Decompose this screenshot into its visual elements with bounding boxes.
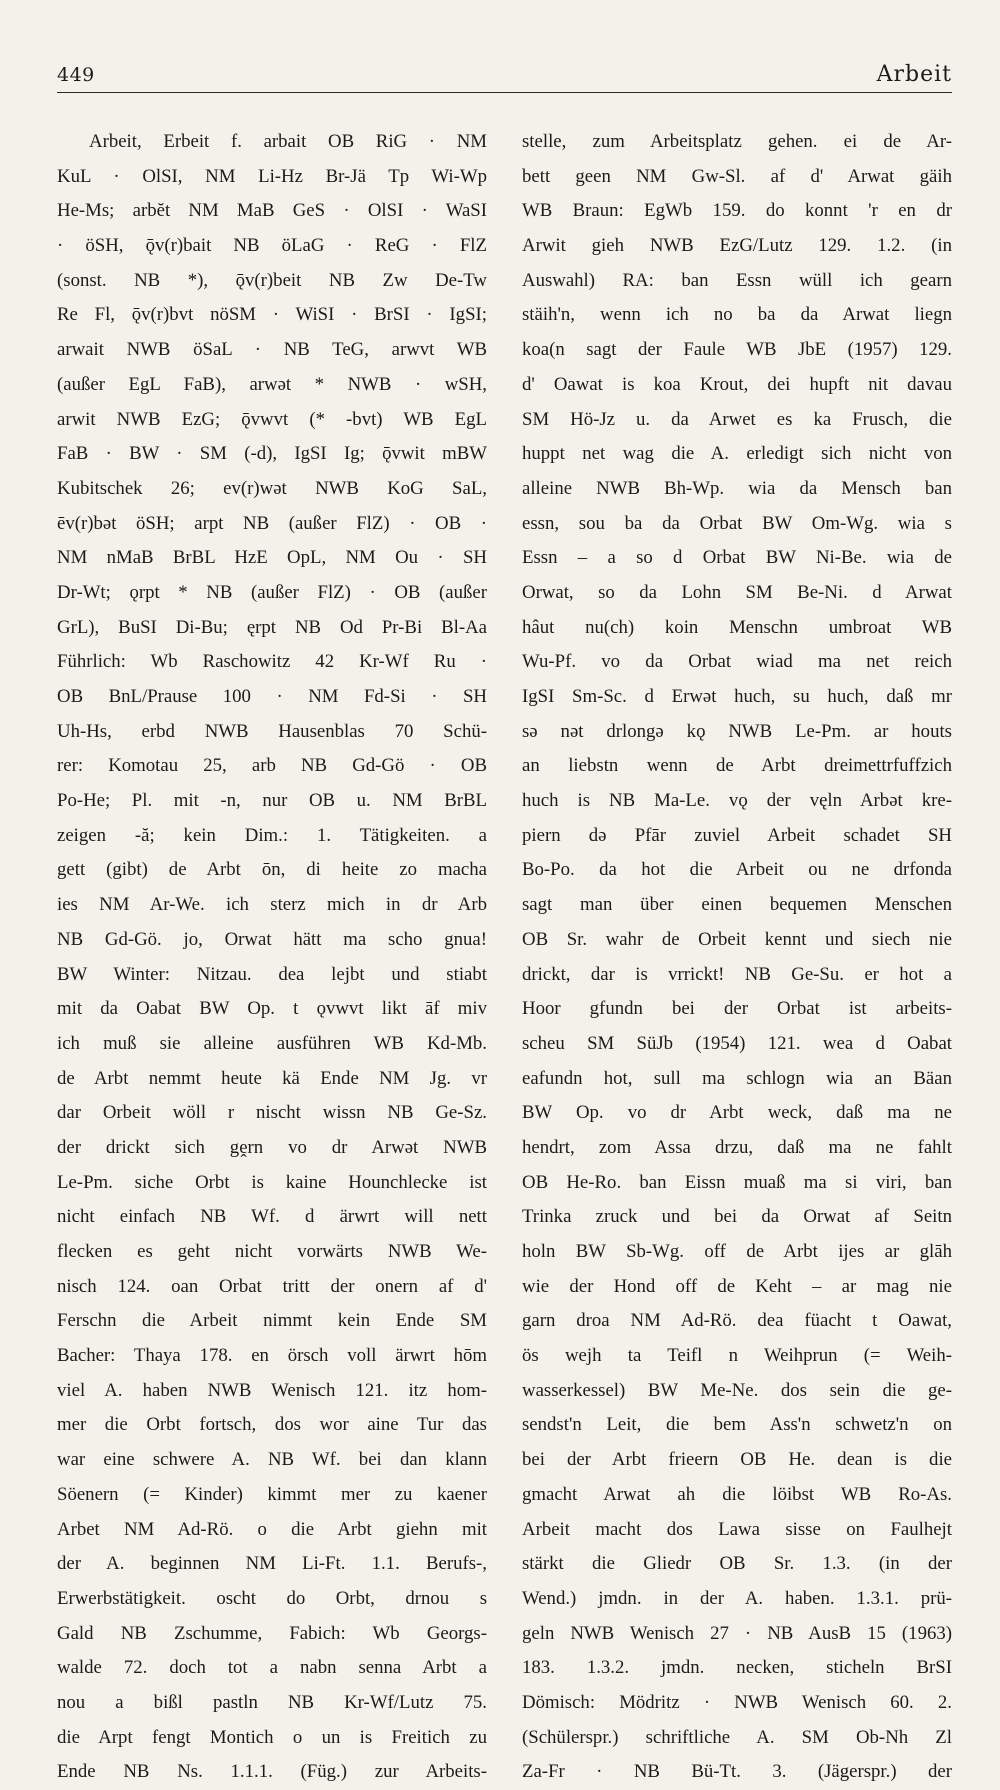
left-column-line: Arbeit, Erbeit f. arbait OB RiG · NM [89,131,487,152]
left-column-line: war eine schwere A. NB Wf. bei dan klann [57,1449,487,1471]
right-column-line: alleine NWB Bh-Wp. wia da Mensch ban [522,477,952,499]
left-column-line: Kubitschek 26; ev(r)wət NWB KoG SaL, [57,477,487,499]
right-column-line: piern də Pfār zuviel Arbeit schadet SH [522,824,952,846]
left-column-line: Bacher: Thaya 178. en örsch voll ärwrt hōm [57,1345,487,1367]
right-column-line: d' Oawat is koa Krout, dei hupft nit davau [522,373,952,395]
left-column-line: ēv(r)bət öSH; arpt NB (außer FlZ) · OB · [57,512,487,534]
left-column-line: Dr-Wt; ǫrpt * NB (außer FlZ) · OB (außer [57,581,487,603]
left-column-line: mit da Oabat BW Op. t ǫvwvt likt āf miv [57,998,487,1020]
left-column-line: KuL · OlSI, NM Li-Hz Br-Jä Tp Wi-Wp [57,165,487,187]
right-column-line: Bo-Po. da hot die Arbeit ou ne drfonda [522,859,952,881]
left-column-line: viel A. haben NWB Wenisch 121. itz hom- [57,1379,487,1401]
right-column-line: OB He-Ro. ban Eissn muaß ma si viri, ban [522,1171,952,1193]
right-column-line: OB Sr. wahr de Orbeit kennt und siech nie [522,928,952,950]
right-column-line: garn droa NM Ad-Rö. dea füacht t Oawat, [522,1310,952,1332]
running-header [57,60,952,93]
left-column-line: Söenern (= Kinder) kimmt mer zu kaener [57,1483,487,1505]
left-column-line: arwait NWB öSaL · NB TeG, arwvt WB [57,339,487,361]
right-column-line: Za-Fr · NB Bü-Tt. 3. (Jägerspr.) der [522,1761,952,1783]
left-column-line: mer die Orbt fortsch, dos wor aine Tur das [57,1414,487,1436]
left-column-line: (sonst. NB *), ǭv(r)beit NB Zw De-Tw [57,269,487,291]
left-column-line: Erwerbstätigkeit. oscht do Orbt, drnou s [57,1587,487,1609]
page-number: 449 [57,64,95,86]
right-column-line: sagt man über einen bequemen Menschen [522,894,952,916]
right-column-line: Hoor gfundn bei der Orbat ist arbeits- [522,998,952,1020]
right-column-line: stäih'n, wenn ich no ba da Arwat liegn [522,304,952,326]
left-text-column [57,125,487,1783]
left-column-line: nicht einfach NB Wf. d ärwrt will nett [57,1206,487,1228]
right-column-line: sendst'n Leit, die bem Ass'n schwetz'n on [522,1414,952,1436]
right-column-line: wie der Hond off de Keht – ar mag nie [522,1275,952,1297]
left-column-line: Ende NB Ns. 1.1.1. (Füg.) zur Arbeits- [57,1761,487,1783]
left-column-line: ich muß sie alleine ausführen WB Kd-Mb. [57,1032,487,1054]
right-column-line: stärkt die Gliedr OB Sr. 1.3. (in der [522,1553,952,1575]
left-column-line: NB Gd-Gö. jo, Orwat hätt ma scho gnua! [57,928,487,950]
right-column-line: hâut nu(ch) koin Menschn umbroat WB [522,616,952,638]
running-headword: Arbeit [876,62,952,87]
right-column-line: stelle, zum Arbeitsplatz gehen. ei de Ar- [522,131,952,152]
right-column-line: BW Op. vo dr Arbt weck, daß ma ne [522,1102,952,1124]
right-column-line: Orwat, so da Lohn SM Be-Ni. d Arwat [522,581,952,603]
left-column-line: Führlich: Wb Raschowitz 42 Kr-Wf Ru · [57,651,487,673]
left-column-line: ies NM Ar-We. ich sterz mich in dr Arb [57,894,487,916]
right-column-line: (Schülerspr.) schriftliche A. SM Ob-Nh Zl [522,1726,952,1748]
left-column-line: Le-Pm. siche Orbt is kaine Hounchlecke ist [57,1171,487,1193]
right-column-line: Arwit gieh NWB EzG/Lutz 129. 1.2. (in [522,235,952,257]
left-column-line: FaB · BW · SM (-d), IgSI Ig; ǭvwit mBW [57,443,487,465]
right-column-line: IgSI Sm-Sc. d Erwət huch, su huch, daß mr [522,686,952,707]
right-column-line: 183. 1.3.2. jmdn. necken, sticheln BrSI [522,1657,952,1679]
right-column-line: bett geen NM Gw-Sl. af d' Arwat gäih [522,165,952,187]
left-column-line: GrL), BuSI Di-Bu; ęrpt NB Od Pr-Bi Bl-Aa [57,616,487,638]
left-column-line: arwit NWB EzG; ǭvwvt (* -bvt) WB EgL [57,408,487,430]
right-column-line: Auswahl) RA: ban Essn wüll ich gearn [522,269,952,291]
left-column-line: gett (gibt) de Arbt ōn, di heite zo macha [57,859,487,881]
left-column-line: (außer EgL FaB), arwət * NWB · wSH, [57,373,487,395]
right-column-line: gmacht Arwat ah die löibst WB Ro-As. [522,1483,952,1505]
right-column-line: WB Braun: EgWb 159. do konnt 'r en dr [522,200,952,222]
left-column-line: rer: Komotau 25, arb NB Gd-Gö · OB [57,755,487,777]
right-column-line: koa(n sagt der Faule WB JbE (1957) 129. [522,339,952,361]
right-column-line: sə nət drlongə kǫ NWB Le-Pm. ar houts [522,720,952,742]
left-column-line: nou a bißl pastln NB Kr-Wf/Lutz 75. [57,1691,487,1713]
right-column-line: huch is NB Ma-Le. vǫ der vęln Arbət kre- [522,790,952,812]
left-column-line: der drickt sich gḙrn vo dr Arwət NWB [57,1136,487,1158]
left-column-line: He-Ms; arbĕt NM MaB GeS · OlSI · WaSI [57,200,487,222]
right-column-line: Trinka zruck und bei da Orwat af Seitn [522,1206,952,1228]
right-column-line: hendrt, zom Assa drzu, daß ma ne fahlt [522,1136,952,1158]
left-column-line: walde 72. doch tot a nabn senna Arbt a [57,1657,487,1679]
right-column-line: geln NWB Wenisch 27 · NB AusB 15 (1963) [522,1622,952,1644]
right-column-line: huppt net wag die A. erledigt sich nicht von [522,443,952,465]
right-column-line: eafundn hot, sull ma schlogn wia an Bäan [522,1067,952,1089]
left-column-line: dar Orbeit wöll r nischt wissn NB Ge-Sz. [57,1102,487,1124]
right-column-line: wasserkessel) BW Me-Ne. dos sein die ge- [522,1379,952,1401]
left-column-line: flecken es geht nicht vorwärts NWB We- [57,1241,487,1262]
right-column-line: Wend.) jmdn. in der A. haben. 1.3.1. prü- [522,1587,952,1609]
right-column-line: Dömisch: Mödritz · NWB Wenisch 60. 2. [522,1691,952,1713]
right-column-line: an liebstn wenn de Arbt dreimettrfuffzich [522,755,952,777]
left-column-line: der A. beginnen NM Li-Ft. 1.1. Berufs-, [57,1553,487,1575]
right-column-line: drickt, dar is vrrickt! NB Ge-Su. er hot a [522,963,952,985]
left-column-line: Arbet NM Ad-Rö. o die Arbt giehn mit [57,1518,487,1540]
right-column-line: Wu-Pf. vo da Orbat wiad ma net reich [522,651,952,673]
right-column-line: Arbeit macht dos Lawa sisse on Faulhejt [522,1518,952,1540]
left-column-line: Ferschn die Arbeit nimmt kein Ende SM [57,1310,487,1332]
left-column-line: Po-He; Pl. mit -n, nur OB u. NM BrBL [57,790,487,812]
left-column-line: Re Fl, ǭv(r)bvt nöSM · WiSI · BrSI · IgSI; [57,304,487,326]
right-column-line: essn, sou ba da Orbat BW Om-Wg. wia s [522,512,952,534]
right-column-line: SM Hö-Jz u. da Arwet es ka Frusch, die [522,408,952,430]
right-column-line: ös wejh ta Teifl n Weihprun (= Weih- [522,1345,952,1367]
right-column-line: holn BW Sb-Wg. off de Arbt ijes ar glāh [522,1241,952,1262]
right-column-line: Essn – a so d Orbat BW Ni-Be. wia de [522,547,952,569]
left-column-line: OB BnL/Prause 100 · NM Fd-Si · SH [57,686,487,707]
right-column-line: scheu SM SüJb (1954) 121. wea d Oabat [522,1032,952,1054]
right-text-column [522,125,952,1783]
left-column-line: nisch 124. oan Orbat tritt der onern af d' [57,1275,487,1297]
right-column-line: bei der Arbt frieern OB He. dean is die [522,1449,952,1471]
left-column-line: Uh-Hs, erbd NWB Hausenblas 70 Schü- [57,720,487,742]
left-column-line: die Arpt fengt Montich o un is Freitich zu [57,1726,487,1748]
left-column-line: BW Winter: Nitzau. dea lejbt und stiabt [57,963,487,985]
left-column-line: · öSH, ǭv(r)bait NB öLaG · ReG · FlZ [57,235,487,257]
left-column-line: de Arbt nemmt heute kä Ende NM Jg. vr [57,1067,487,1089]
left-column-line: NM nMaB BrBL HzE OpL, NM Ou · SH [57,547,487,569]
left-column-line: Gald NB Zschumme, Fabich: Wb Georgs- [57,1622,487,1644]
left-column-line: zeigen -ă; kein Dim.: 1. Tätigkeiten. a [57,824,487,846]
